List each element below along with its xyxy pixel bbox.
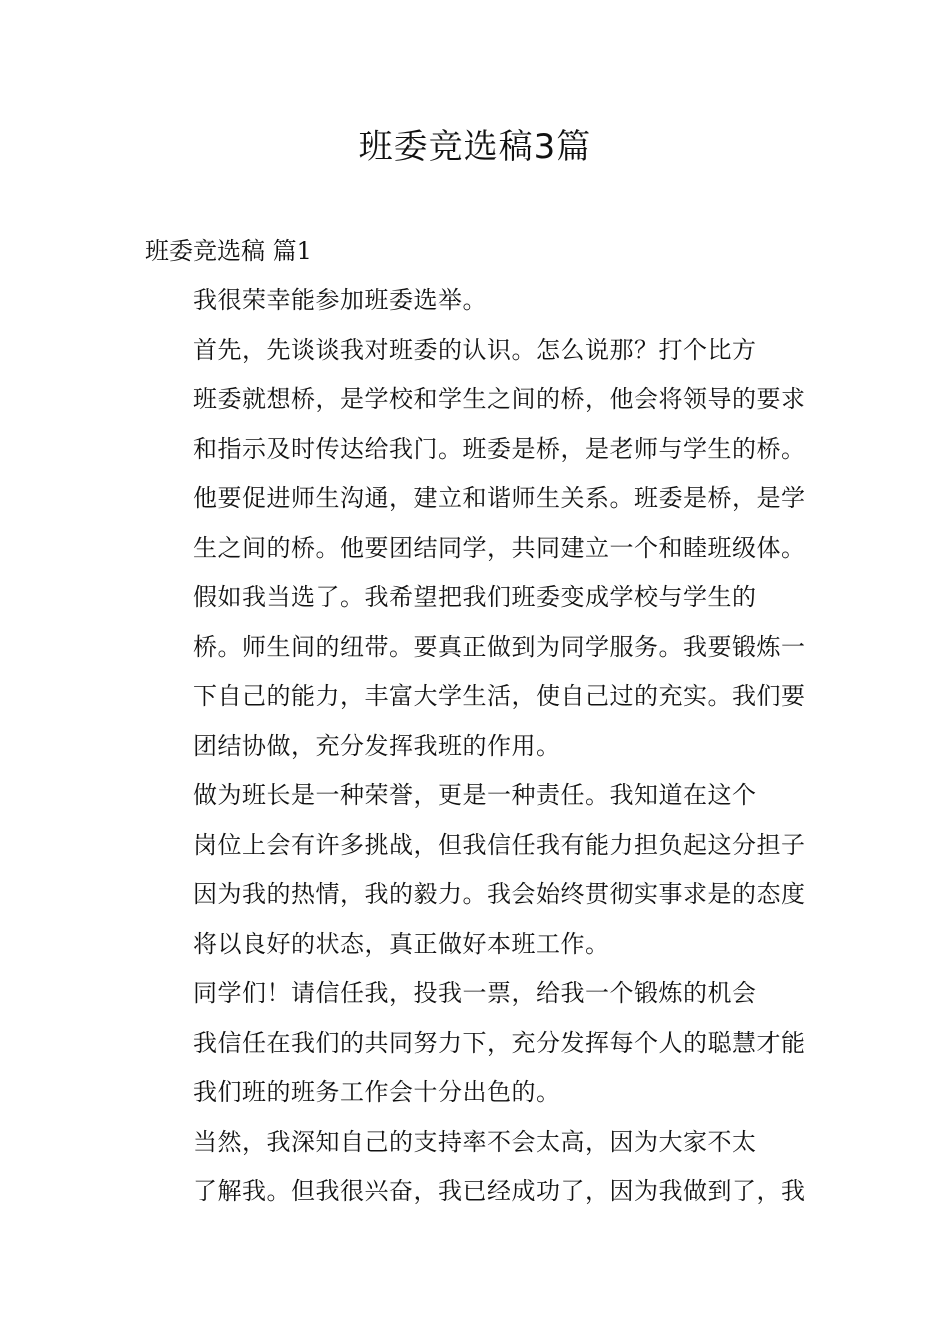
paragraph-line: 将以良好的状态，真正做好本班工作。 [193,929,610,958]
paragraph-line: 了解我。但我很兴奋，我已经成功了，因为我做到了，我 [193,1177,806,1205]
paragraph-line: 因为我的热情，我的毅力。我会始终贯彻实事求是的态度 [193,880,806,908]
paragraph [145,573,807,771]
paragraph [145,1118,807,1217]
paragraph [145,969,807,1118]
paragraph-line: 做为班长是一种荣誉，更是一种责任。我知道在这个 [193,781,757,809]
paragraph-line: 我很荣幸能参加班委选举。 [193,286,487,314]
paragraph [145,276,807,326]
paragraph-line: 团结协做，充分发挥我班的作用。 [193,731,561,760]
section-heading: 班委竞选稿 篇1 [145,237,312,265]
document-title: 班委竞选稿3篇 [358,127,592,167]
paragraph-line: 岗位上会有许多挑战，但我信任我有能力担负起这分担子 [193,830,806,859]
paragraph-line: 首先，先谈谈我对班委的认识。怎么说那？打个比方 [193,335,757,364]
paragraph-line: 我们班的班务工作会十分出色的。 [193,1078,561,1106]
paragraph-line: 桥。师生间的纽带。要真正做到为同学服务。我要锻炼一 [193,632,806,661]
paragraph-line: 我信任在我们的共同努力下，充分发挥每个人的聪慧才能 [193,1028,806,1057]
paragraph [145,326,807,574]
paragraph-line: 下自己的能力，丰富大学生活，使自己过的充实。我们要 [193,682,806,710]
paragraph-line: 同学们！请信任我，投我一票，给我一个锻炼的机会 [193,979,757,1007]
paragraph-line: 他要促进师生沟通，建立和谐师生关系。班委是桥，是学 [193,484,806,512]
paragraph-line: 当然，我深知自己的支持率不会太高，因为大家不太 [193,1127,757,1156]
paragraph-line: 生之间的桥。他要团结同学，共同建立一个和睦班级体。 [193,533,806,562]
paragraph-line: 假如我当选了。我希望把我们班委变成学校与学生的 [193,583,757,611]
paragraph-line: 班委就想桥，是学校和学生之间的桥，他会将领导的要求 [193,385,806,413]
paragraph [145,771,807,969]
document-body [145,226,807,1217]
paragraph-line: 和指示及时传达给我门。班委是桥，是老师与学生的桥。 [193,434,806,463]
